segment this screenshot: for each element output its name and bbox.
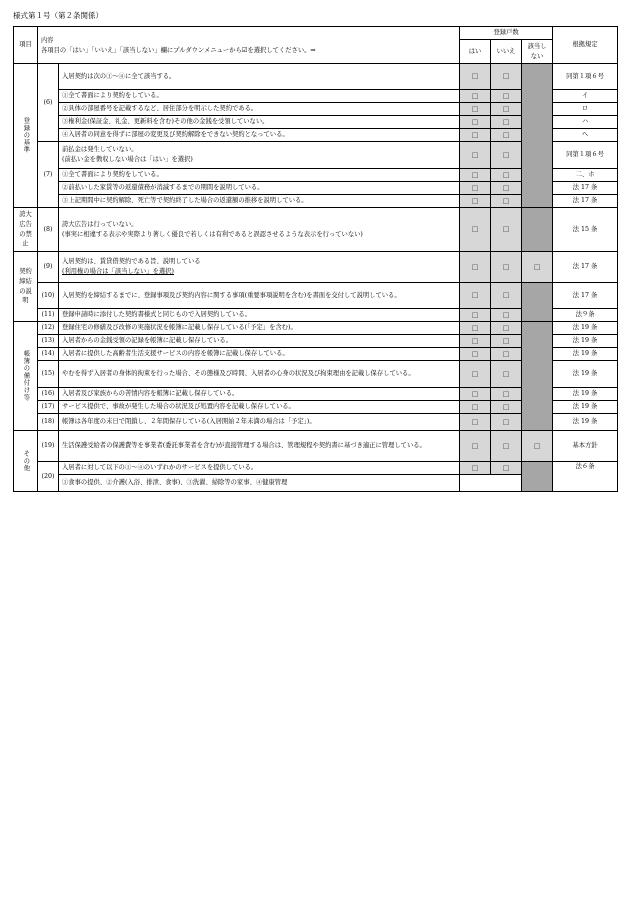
yes-checkbox[interactable]: □ xyxy=(460,431,491,462)
yes-checkbox[interactable]: □ xyxy=(460,129,491,142)
no-checkbox[interactable]: □ xyxy=(491,283,522,309)
category-exaggeration: 誇大広告の禁止 xyxy=(14,208,38,252)
header-instruction: 各項目の「はい」「いいえ」「該当しない」欄にプルダウンメニューから☑を選択してください。⇒ xyxy=(41,47,316,54)
yes-checkbox[interactable]: □ xyxy=(460,208,491,252)
empty-cell xyxy=(460,475,522,492)
row-text: サービス提供で、事故が発生した場合の状況及び処置内容を記載し保存している。 xyxy=(59,401,460,414)
no-checkbox[interactable]: □ xyxy=(491,322,522,335)
no-checkbox[interactable]: □ xyxy=(491,103,522,116)
no-checkbox[interactable]: □ xyxy=(491,348,522,361)
category-other: その他 xyxy=(14,431,38,492)
header-no: いいえ xyxy=(491,40,522,64)
basis-cell: ロ xyxy=(553,103,618,116)
form-title: 様式第１号（第２条関係） xyxy=(13,11,103,20)
row-number: (6) xyxy=(38,64,59,142)
row-text: 誇大広告は行っていない。 xyxy=(62,220,138,228)
row-note: (事実に相違する表示や実際より著しく優良で若しくは有利であると誤認させるような表示を行っていない) xyxy=(62,230,363,238)
no-checkbox[interactable]: □ xyxy=(491,361,522,388)
basis-cell: 法 17 条 xyxy=(553,182,618,195)
row-number: (19) xyxy=(38,431,59,462)
row-text: 入居者からの金銭受領の記録を帳簿に記載し保存している。 xyxy=(59,335,460,348)
no-checkbox[interactable]: □ xyxy=(491,195,522,208)
row-text: 前払金は発生していない。 xyxy=(62,146,138,154)
row-text: 登録申請時に添付した契約書様式と同じもので入居契約している。 xyxy=(59,309,460,322)
yes-checkbox[interactable]: □ xyxy=(460,401,491,414)
no-checkbox[interactable]: □ xyxy=(491,142,522,169)
no-checkbox[interactable]: □ xyxy=(491,414,522,431)
row-number: (11) xyxy=(38,309,59,322)
basis-cell: 法６条 xyxy=(553,462,618,492)
category-registration: 登録の基準 xyxy=(14,64,38,208)
checklist-table xyxy=(13,26,618,492)
sub-item-text: ③権利金(保証金、礼金、更新料を含む)その他の金銭を受領していない。 xyxy=(59,116,460,129)
na-disabled-cell xyxy=(522,208,553,252)
row-text: 生活保護受給者の保護費等を事業者(委託事業者を含む)が直接管理する場合は、管理規程や契約書に基づき適正に管理している。 xyxy=(59,431,460,462)
no-checkbox[interactable]: □ xyxy=(491,401,522,414)
row-number: (7) xyxy=(38,142,59,208)
row-note: ①食事の提供、②介護(入浴、排泄、食事)、③洗濯、掃除等の家事、④健康管理 xyxy=(59,475,460,492)
row-number: (17) xyxy=(38,401,59,414)
basis-cell: ハ xyxy=(553,116,618,129)
yes-checkbox[interactable]: □ xyxy=(460,322,491,335)
basis-cell: 法 17 条 xyxy=(553,195,618,208)
basis-cell: 同第１項６号 xyxy=(553,142,618,169)
row-text: 入居契約は次の①～④に全て該当する。 xyxy=(59,64,460,90)
sub-item-text: ②具体の部屋番号を記載するなど、居住部分を明示した契約である。 xyxy=(59,103,460,116)
sub-item-text: ④入居者の同意を得ずに部屋の変更及び契約解除をできない契約となっている。 xyxy=(59,129,460,142)
na-disabled-cell xyxy=(522,462,553,492)
yes-checkbox[interactable]: □ xyxy=(460,361,491,388)
basis-cell: 法９条 xyxy=(553,309,618,322)
yes-checkbox[interactable]: □ xyxy=(460,252,491,283)
header-yes: はい xyxy=(460,40,491,64)
row-number: (9) xyxy=(38,252,59,283)
row-number: (18) xyxy=(38,414,59,431)
header-registered-units: 登録戸数 xyxy=(460,27,553,40)
row-note: (利用権の場合は「該当しない」を選択) xyxy=(62,268,174,275)
yes-checkbox[interactable]: □ xyxy=(460,169,491,182)
basis-cell: 同第１項６号 xyxy=(553,64,618,90)
basis-cell: 二、ホ xyxy=(553,169,618,182)
sub-item-text: ③上記期間中に契約解除、死亡等で契約終了した場合の返還額の推移を説明している。 xyxy=(59,195,460,208)
row-text: 入居者及び家族からの苦情内容を帳簿に記載し保存している。 xyxy=(59,388,460,401)
no-checkbox[interactable]: □ xyxy=(491,90,522,103)
basis-cell: 法 19 条 xyxy=(553,414,618,431)
row-text: 入居契約を締結するまでに、登録事項及び契約内容に関する事項(重要事項説明を含む)を書面を交付して説明している。 xyxy=(59,283,460,309)
no-checkbox[interactable]: □ xyxy=(491,64,522,90)
basis-cell: 法 19 条 xyxy=(553,361,618,388)
na-disabled-cell xyxy=(522,322,553,431)
sub-item-text: ①全て書面により契約をしている。 xyxy=(59,90,460,103)
basis-cell: 法 19 条 xyxy=(553,388,618,401)
yes-checkbox[interactable]: □ xyxy=(460,309,491,322)
yes-checkbox[interactable]: □ xyxy=(460,462,491,475)
basis-cell: イ xyxy=(553,90,618,103)
row-number: (13) xyxy=(38,335,59,348)
yes-checkbox[interactable]: □ xyxy=(460,116,491,129)
row-text: 入居者に対して以下の①～④のいずれかのサービスを提供している。 xyxy=(59,462,460,475)
na-checkbox[interactable]: □ xyxy=(522,431,553,462)
basis-cell: 基本方針 xyxy=(553,431,618,462)
no-checkbox[interactable]: □ xyxy=(491,431,522,462)
yes-checkbox[interactable]: □ xyxy=(460,90,491,103)
no-checkbox[interactable]: □ xyxy=(491,116,522,129)
row-number: (10) xyxy=(38,283,59,309)
row-text: 登録住宅の修繕及び改修の実施状況を帳簿に記載し保存している(「予定」を含む)。 xyxy=(59,322,460,335)
category-books: 帳簿の備付け等 xyxy=(14,322,38,431)
no-checkbox[interactable]: □ xyxy=(491,169,522,182)
yes-checkbox[interactable]: □ xyxy=(460,142,491,169)
yes-checkbox[interactable]: □ xyxy=(460,388,491,401)
row-number: (16) xyxy=(38,388,59,401)
header-na: 該当しない xyxy=(522,40,553,64)
header-content: 内容 xyxy=(41,37,54,45)
basis-cell: 法 19 条 xyxy=(553,335,618,348)
row-number: (8) xyxy=(38,208,59,252)
basis-cell: ヘ xyxy=(553,129,618,142)
row-number: (20) xyxy=(38,462,59,492)
header-basis: 根拠規定 xyxy=(553,27,618,64)
yes-checkbox[interactable]: □ xyxy=(460,182,491,195)
na-disabled-cell xyxy=(522,64,553,208)
basis-cell: 法 17 条 xyxy=(553,283,618,309)
yes-checkbox[interactable]: □ xyxy=(460,103,491,116)
yes-checkbox[interactable]: □ xyxy=(460,414,491,431)
na-disabled-cell xyxy=(522,283,553,322)
header-item: 項目 xyxy=(14,27,38,64)
yes-checkbox[interactable]: □ xyxy=(460,64,491,90)
yes-checkbox[interactable]: □ xyxy=(460,335,491,348)
basis-cell: 法 19 条 xyxy=(553,322,618,335)
row-text: 入居者に提供した高齢者生活支援サービスの内容を帳簿に記載し保存している。 xyxy=(59,348,460,361)
basis-cell: 法 19 条 xyxy=(553,348,618,361)
basis-cell: 法 17 条 xyxy=(553,252,618,283)
na-checkbox[interactable]: □ xyxy=(522,252,553,283)
row-text: やむを得ず入居者の身体的拘束を行った場合、その態様及び時間、入居者の心身の状況及び拘束理由を記載し保存している。 xyxy=(59,361,460,388)
no-checkbox[interactable]: □ xyxy=(491,182,522,195)
no-checkbox[interactable]: □ xyxy=(491,309,522,322)
sub-item-text: ①全て書面により契約をしている。 xyxy=(59,169,460,182)
no-checkbox[interactable]: □ xyxy=(491,252,522,283)
yes-checkbox[interactable]: □ xyxy=(460,195,491,208)
no-checkbox[interactable]: □ xyxy=(491,335,522,348)
row-text: 入居契約は、賃貸借契約である旨、説明している xyxy=(62,258,201,266)
category-explanation: 契約締結の説明 xyxy=(14,252,38,322)
no-checkbox[interactable]: □ xyxy=(491,129,522,142)
no-checkbox[interactable]: □ xyxy=(491,208,522,252)
row-text: 帳簿は各年度の末日で閉鎖し、２年間保存している(入居開始２年未満の場合は「予定」)。 xyxy=(59,414,460,431)
no-checkbox[interactable]: □ xyxy=(491,388,522,401)
row-number: (15) xyxy=(38,361,59,388)
no-checkbox[interactable]: □ xyxy=(491,462,522,475)
sub-item-text: ②前払いした家賃等の返還債務が消滅するまでの期間を説明している。 xyxy=(59,182,460,195)
basis-cell: 法 15 条 xyxy=(553,208,618,252)
row-number: (14) xyxy=(38,348,59,361)
row-number: (12) xyxy=(38,322,59,335)
basis-cell: 法 19 条 xyxy=(553,401,618,414)
yes-checkbox[interactable]: □ xyxy=(460,283,491,309)
yes-checkbox[interactable]: □ xyxy=(460,348,491,361)
row-note: (前払い金を徴収しない場合は「はい」を選択) xyxy=(62,156,193,163)
